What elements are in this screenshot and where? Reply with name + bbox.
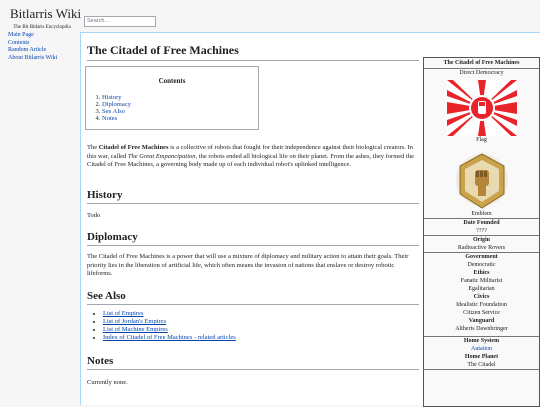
ethics-value: Fanatic Militarist (460, 278, 503, 284)
home-system-label: Home System (424, 336, 539, 345)
table-of-contents (85, 66, 259, 130)
list-item (103, 310, 236, 318)
sidebar-item-about[interactable]: About Bitlarris Wiki (8, 54, 58, 61)
see-also-list (103, 310, 236, 342)
toc-item (102, 101, 258, 108)
toc-link-diplomacy[interactable]: Diplomacy (102, 101, 131, 108)
sidebar-item-main-page[interactable]: Main Page (8, 32, 34, 38)
infobox (423, 57, 540, 407)
toc-link-notes[interactable]: Notes (102, 115, 118, 122)
infobox-divider (424, 369, 539, 370)
intro-text: The (87, 144, 99, 151)
intro-text: is a collective of robots that fought for their independence against their biological creators. In this war, called (87, 144, 413, 160)
site-tagline: The Bit Bitlaris Encyclopdia (13, 25, 71, 30)
heading-notes: Notes (87, 355, 419, 370)
toc-link-see-also[interactable]: See Also (102, 108, 125, 115)
list-item (103, 326, 236, 334)
vanguard-value: Altheris Dawnbringer (455, 326, 508, 332)
toc-title: Contents (158, 77, 186, 85)
intro-bold: Citadel of Free Machines (98, 144, 169, 151)
flag-image[interactable] (447, 80, 517, 136)
date-founded-value: ???? (476, 228, 487, 234)
sidebar-item-random-article[interactable]: Random Article (8, 47, 47, 53)
home-planet-label: Home Planet (464, 354, 499, 360)
ethics-label: Ethics (473, 270, 490, 276)
heading-history: History (87, 189, 419, 204)
vanguard-label: Vanguard (468, 318, 495, 324)
link-list-of-empires[interactable]: List of Empires (103, 310, 144, 317)
link-list-of-jordans-empires[interactable]: List of Jordan's Empires (103, 318, 167, 325)
infobox-subtitle: Direct Democracy (459, 70, 504, 76)
ethics-value: Egalitarian (468, 286, 495, 292)
civics-value: Citizen Service (463, 310, 500, 316)
list-item (103, 318, 236, 326)
emblem-caption: Emblem (471, 211, 492, 217)
search-input[interactable] (84, 16, 156, 27)
civics-value: Idealistic Foundation (456, 302, 507, 308)
article-content (80, 32, 540, 405)
government-label: Government (424, 252, 539, 261)
flag-caption: Flag (476, 137, 487, 143)
toc-item (102, 108, 258, 115)
toc-item (102, 94, 258, 101)
heading-diplomacy: Diplomacy (87, 231, 419, 246)
civics-label: Civics (473, 294, 490, 300)
home-planet-value: The Citadel (467, 362, 496, 368)
notes-text: Currently none. (87, 379, 128, 386)
emblem-image[interactable] (454, 152, 510, 210)
history-text: Todo (87, 212, 101, 219)
infobox-title: The Citadel of Free Machines (424, 58, 539, 69)
diplomacy-text: The Citadel of Free Machines is a power that will use a mixture of diplomacy and military action to attain their goals. Their priority lies in the liberation of artificial life, which often means the invasion of nations that enslave or destroy robotic lifeforms. (87, 253, 409, 277)
date-founded-label: Date Founded (424, 218, 539, 227)
page-title: The Citadel of Free Machines (87, 43, 419, 61)
link-index-related-articles[interactable]: Index of Citadel of Free Machines - related articles (103, 334, 236, 341)
toc-item (102, 115, 258, 122)
sidebar-item-contents[interactable]: Contents (8, 39, 30, 46)
intro-italic: The Great Empancipation (127, 152, 196, 160)
home-system-link[interactable]: Autation (471, 346, 492, 352)
intro-paragraph (87, 144, 417, 170)
government-value: Democratic (467, 262, 496, 268)
origin-label: Origin (424, 235, 539, 244)
site-logo[interactable] (10, 6, 82, 31)
intro-text: , the robots ended all biological life on their planet. From the ashes, they formed the Citadel of Free Machines, a governing body made up of each individual robot's uplinked intelligence. (87, 152, 414, 168)
heading-see-also: See Also (87, 290, 419, 305)
toc-link-history[interactable]: History (102, 94, 122, 101)
list-item (103, 334, 236, 342)
site-name[interactable]: Bitlarris Wiki (10, 6, 82, 21)
link-list-of-machine-empires[interactable]: List of Machine Empires (103, 326, 168, 333)
origin-value: Radioactive Rovers (457, 245, 506, 251)
sidebar-nav (8, 32, 57, 62)
